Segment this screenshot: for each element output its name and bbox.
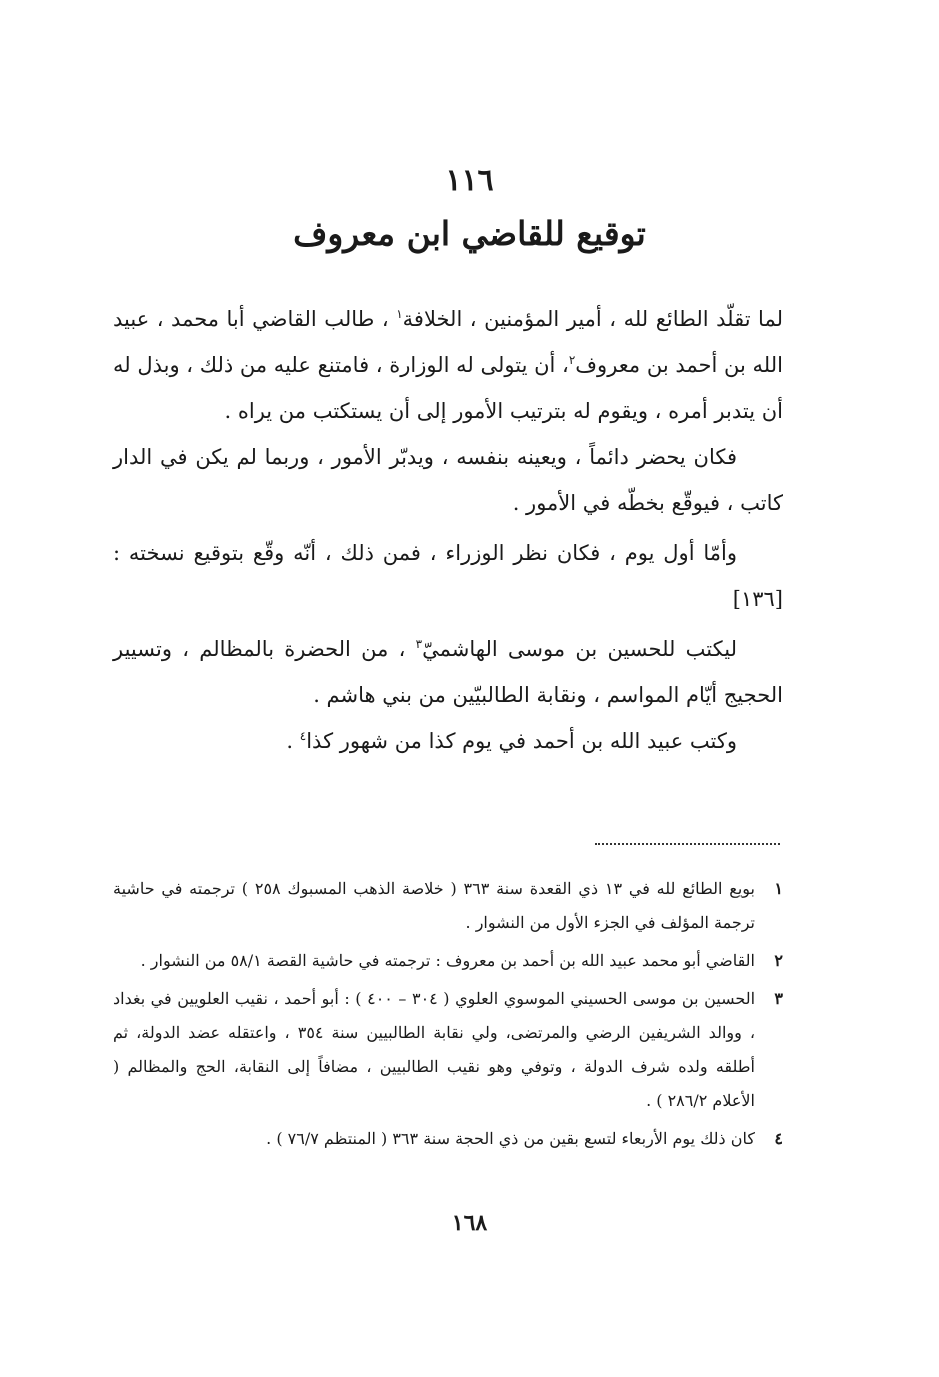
story-title: توقيع للقاضي ابن معروف	[293, 214, 646, 253]
paragraph-4-part-a: ليكتب للحسين بن موسى الهاشميّ	[422, 637, 737, 661]
footnote-item	[113, 1122, 783, 1156]
footnote-number: ٢	[774, 951, 783, 970]
page-number: ١٦٨	[451, 1210, 488, 1236]
footnotes	[113, 872, 783, 1160]
main-text	[113, 296, 783, 764]
paragraph-5	[113, 718, 783, 764]
footnote-number: ٣	[774, 989, 783, 1008]
paragraph-1-part-a: لما تقلّد الطائع لله ، أمير المؤمنين ، الخلافة	[402, 307, 783, 331]
paragraph-1	[113, 296, 783, 434]
paragraph-5-part-a: وكتب عبيد الله بن أحمد في يوم كذا من شهور كذا	[306, 729, 737, 753]
footnote-ref-4: ٤	[299, 729, 307, 743]
paragraph-5-part-b: .	[286, 729, 300, 753]
paragraph-4	[113, 626, 783, 718]
footnote-ref-1: ١	[396, 307, 403, 321]
footnote-ref-3: ٣	[415, 637, 423, 651]
footnote-text: بويع الطائع لله في ١٣ ذي القعدة سنة ٣٦٣ ( خلاصة الذهب المسبوك ٢٥٨ ) ترجمته في حاشية ترجمة المؤلف في الجزء الأول من النشوار .	[113, 879, 755, 932]
paragraph-4-part-b: ، من الحضرة بالمظالم ، وتسيير الحجيج أيّام المواسم ، ونقابة الطالبيّين من بني هاشم .	[113, 637, 783, 707]
footnote-item	[113, 982, 783, 1118]
paragraph-1-part-c: ، أن يتولى له الوزارة ، فامتنع عليه من ذلك ، وبذل له أن يتدبر أمره ، ويقوم له بترتيب الأمور إلى أن يستكتب من يراه .	[113, 353, 783, 423]
paragraph-2: فكان يحضر دائماً ، ويعينه بنفسه ، ويدبّر الأمور ، وربما لم يكن في الدار كاتب ، فيوقّع بخطّه في الأمور .	[113, 445, 783, 515]
footnote-number: ١	[774, 879, 783, 898]
footnote-text: الحسين بن موسى الحسيني الموسوي العلوي ( ٣٠٤ – ٤٠٠ ) : أبو أحمد ، نقيب العلويين في بغداد ، ووالد الشريفين الرضي والمرتضى، ولي نقابة الطالبيين سنة ٣٥٤ ، واعتقله عضد الدولة، ثم أطلقه ولده شرف الدولة ، وتوفي وهو نقيب الطالبيين ، مضافاً إلى النقابة، الحج والمظالم ( الأعلام ٢٨٦/٢ ) .	[113, 989, 756, 1110]
footnote-item	[113, 944, 783, 978]
footnote-number: ٤	[774, 1129, 783, 1148]
footnote-divider	[595, 843, 780, 845]
story-number: ١١٦	[445, 163, 494, 198]
footnote-text: كان ذلك يوم الأربعاء لتسع بقين من ذي الحجة سنة ٣٦٣ ( المنتظم ٧٦/٧ ) .	[266, 1129, 755, 1148]
footnote-item	[113, 872, 783, 940]
paragraph-3: وأمّا أول يوم ، فكان نظر الوزراء ، فمن ذلك ، أنّه وقّع بتوقيع نسخته : [١٣٦]	[113, 541, 783, 611]
footnote-text: القاضي أبو محمد عبيد الله بن أحمد بن معروف : ترجمته في حاشية القصة ٥٨/١ من النشوار .	[140, 951, 755, 970]
footnote-ref-2: ٢	[568, 353, 576, 367]
paragraph-1-part-b: ، طالب القاضي أبا محمد ، عبيد الله بن أحمد بن معروف	[113, 307, 783, 377]
